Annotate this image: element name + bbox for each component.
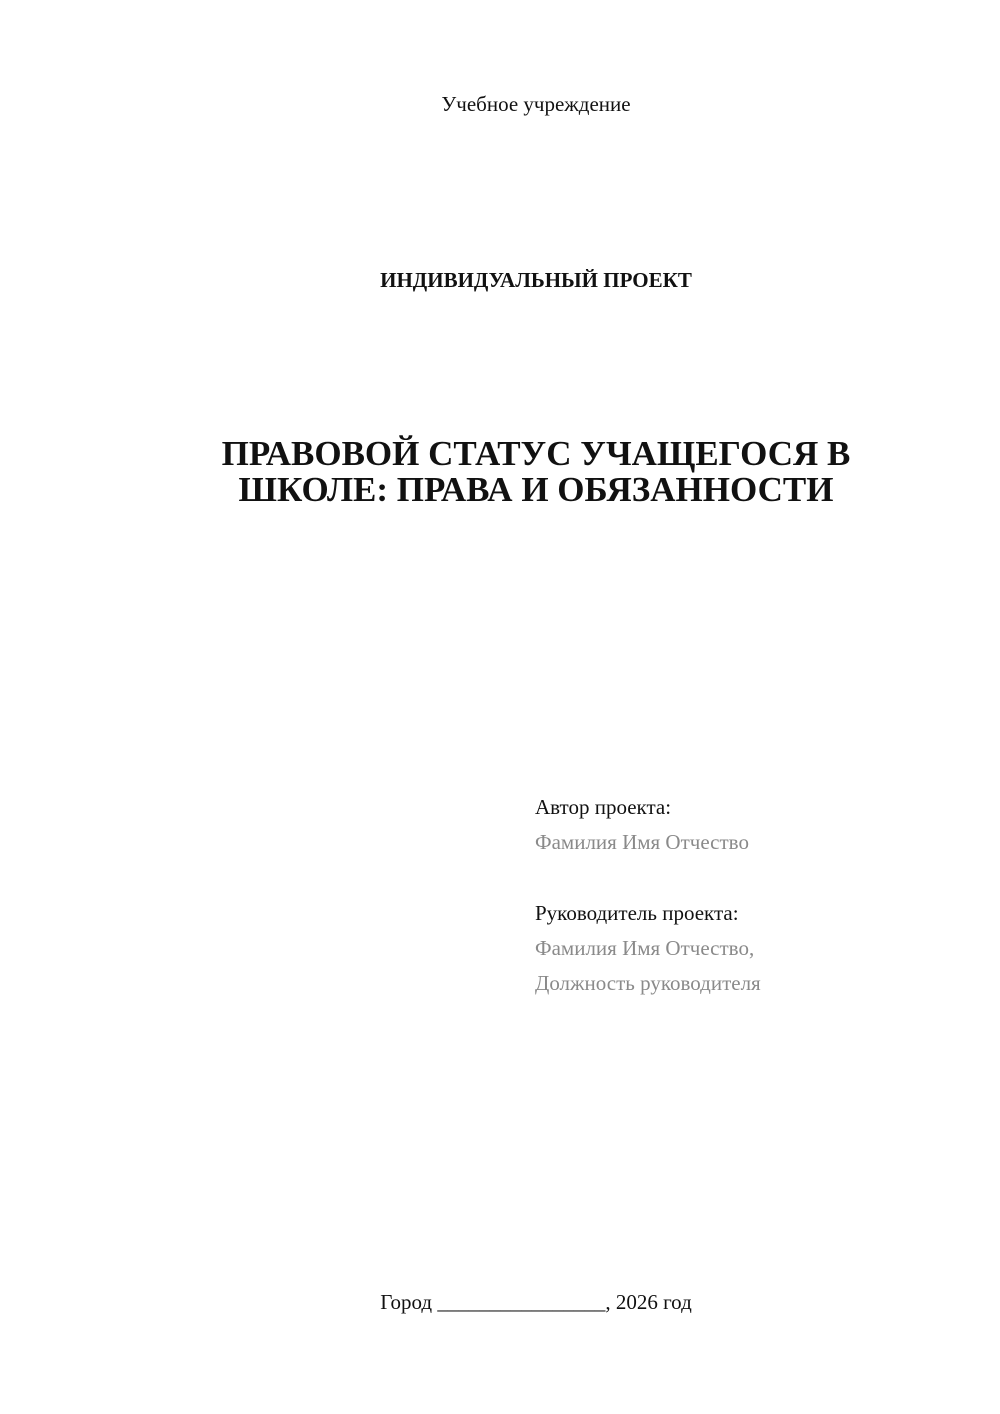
- institution-name: Учебное учреждение: [441, 92, 631, 116]
- project-title-line-2: ШКОЛЕ: ПРАВА И ОБЯЗАННОСТИ: [238, 470, 834, 509]
- author-label: Автор проекта:: [535, 795, 672, 819]
- project-title-line-1: ПРАВОВОЙ СТАТУС УЧАЩЕГОСЯ В: [221, 434, 851, 473]
- project-info-block: [535, 790, 935, 1001]
- supervisor-name: Фамилия Имя Отчество,: [535, 936, 755, 960]
- author-name: Фамилия Имя Отчество: [535, 830, 749, 854]
- supervisor-position: Должность руководителя: [535, 971, 761, 995]
- project-type: ИНДИВИДУАЛЬНЫЙ ПРОЕКТ: [380, 268, 692, 292]
- supervisor-label: Руководитель проекта:: [535, 901, 739, 925]
- city-year-line: Город ________________, 2026 год: [380, 1290, 692, 1314]
- info-spacer: [535, 860, 935, 896]
- project-title: [150, 436, 922, 508]
